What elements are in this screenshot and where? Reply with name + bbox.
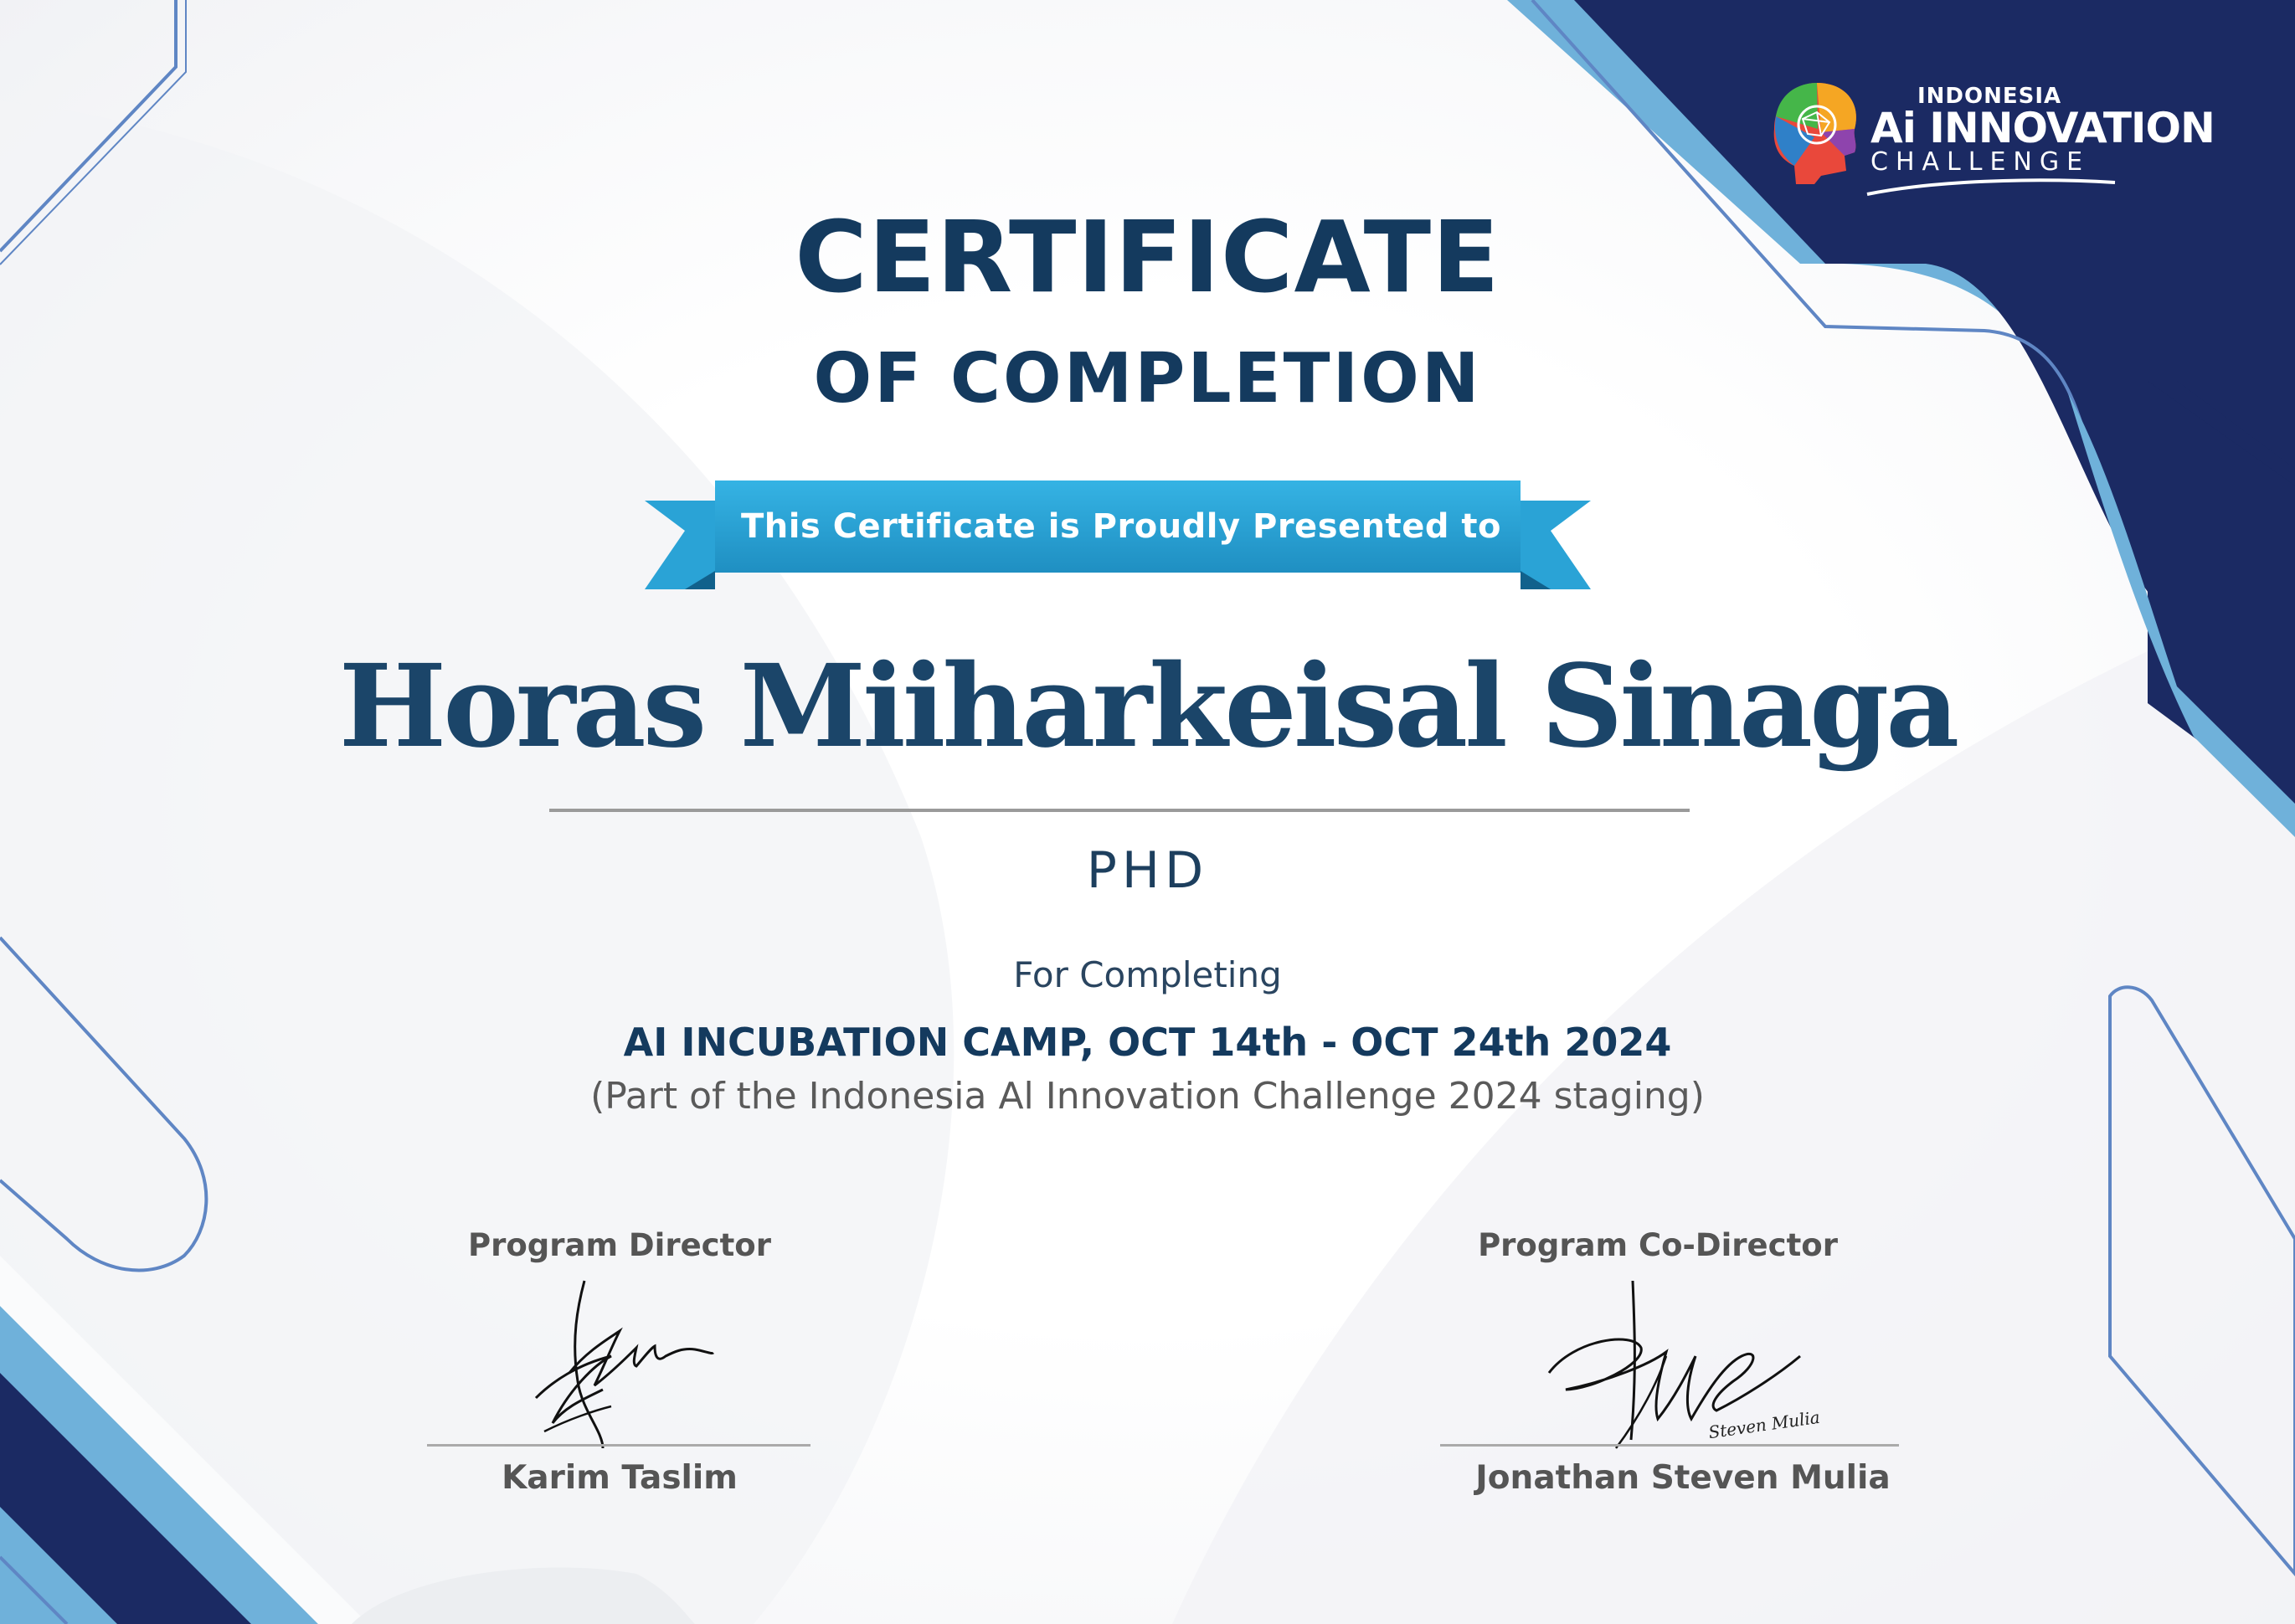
recipient-degree: PHD (1086, 841, 1209, 900)
program-co-director-block (1440, 1227, 1876, 1263)
logo-line-indonesia: INDONESIA (1917, 84, 2062, 109)
program-co-director-signature-line (1440, 1444, 1899, 1447)
ribbon-text: This Certificate is Proudly Presented to (740, 507, 1502, 546)
program-director-name: Karim Taslim (502, 1459, 738, 1497)
head-logo-icon (1771, 79, 1863, 188)
recipient-underline (549, 809, 1690, 812)
certificate-title: CERTIFICATE (795, 199, 1500, 315)
event-title: AI INCUBATION CAMP, OCT 14th - OCT 24th 2024 (623, 1020, 1672, 1065)
recipient-name: Horas Miiharkeisal Sinaga (338, 640, 1957, 773)
logo-swoosh-icon (1865, 176, 2117, 201)
program-co-director-name: Jonathan Steven Mulia (1475, 1459, 1891, 1497)
logo-line-challenge: CHALLENGE (1870, 147, 2091, 177)
program-director-role: Program Director (468, 1227, 771, 1263)
program-director-signature (519, 1272, 720, 1457)
program-director-block (402, 1227, 837, 1263)
program-co-director-role: Program Co-Director (1478, 1227, 1838, 1263)
program-director-signature-line (427, 1444, 810, 1447)
for-completing-label: For Completing (1013, 954, 1282, 995)
certificate-subtitle: OF COMPLETION (813, 339, 1482, 419)
event-note: (Part of the Indonesia Al Innovation Challenge 2024 staging) (590, 1075, 1705, 1118)
program-co-director-signature-caption: Steven Mulia (1706, 1406, 1822, 1443)
logo-line-ai-innovation: Ai INNOVATION (1870, 104, 2215, 152)
indonesia-ai-innovation-challenge-logo (1767, 74, 2219, 199)
